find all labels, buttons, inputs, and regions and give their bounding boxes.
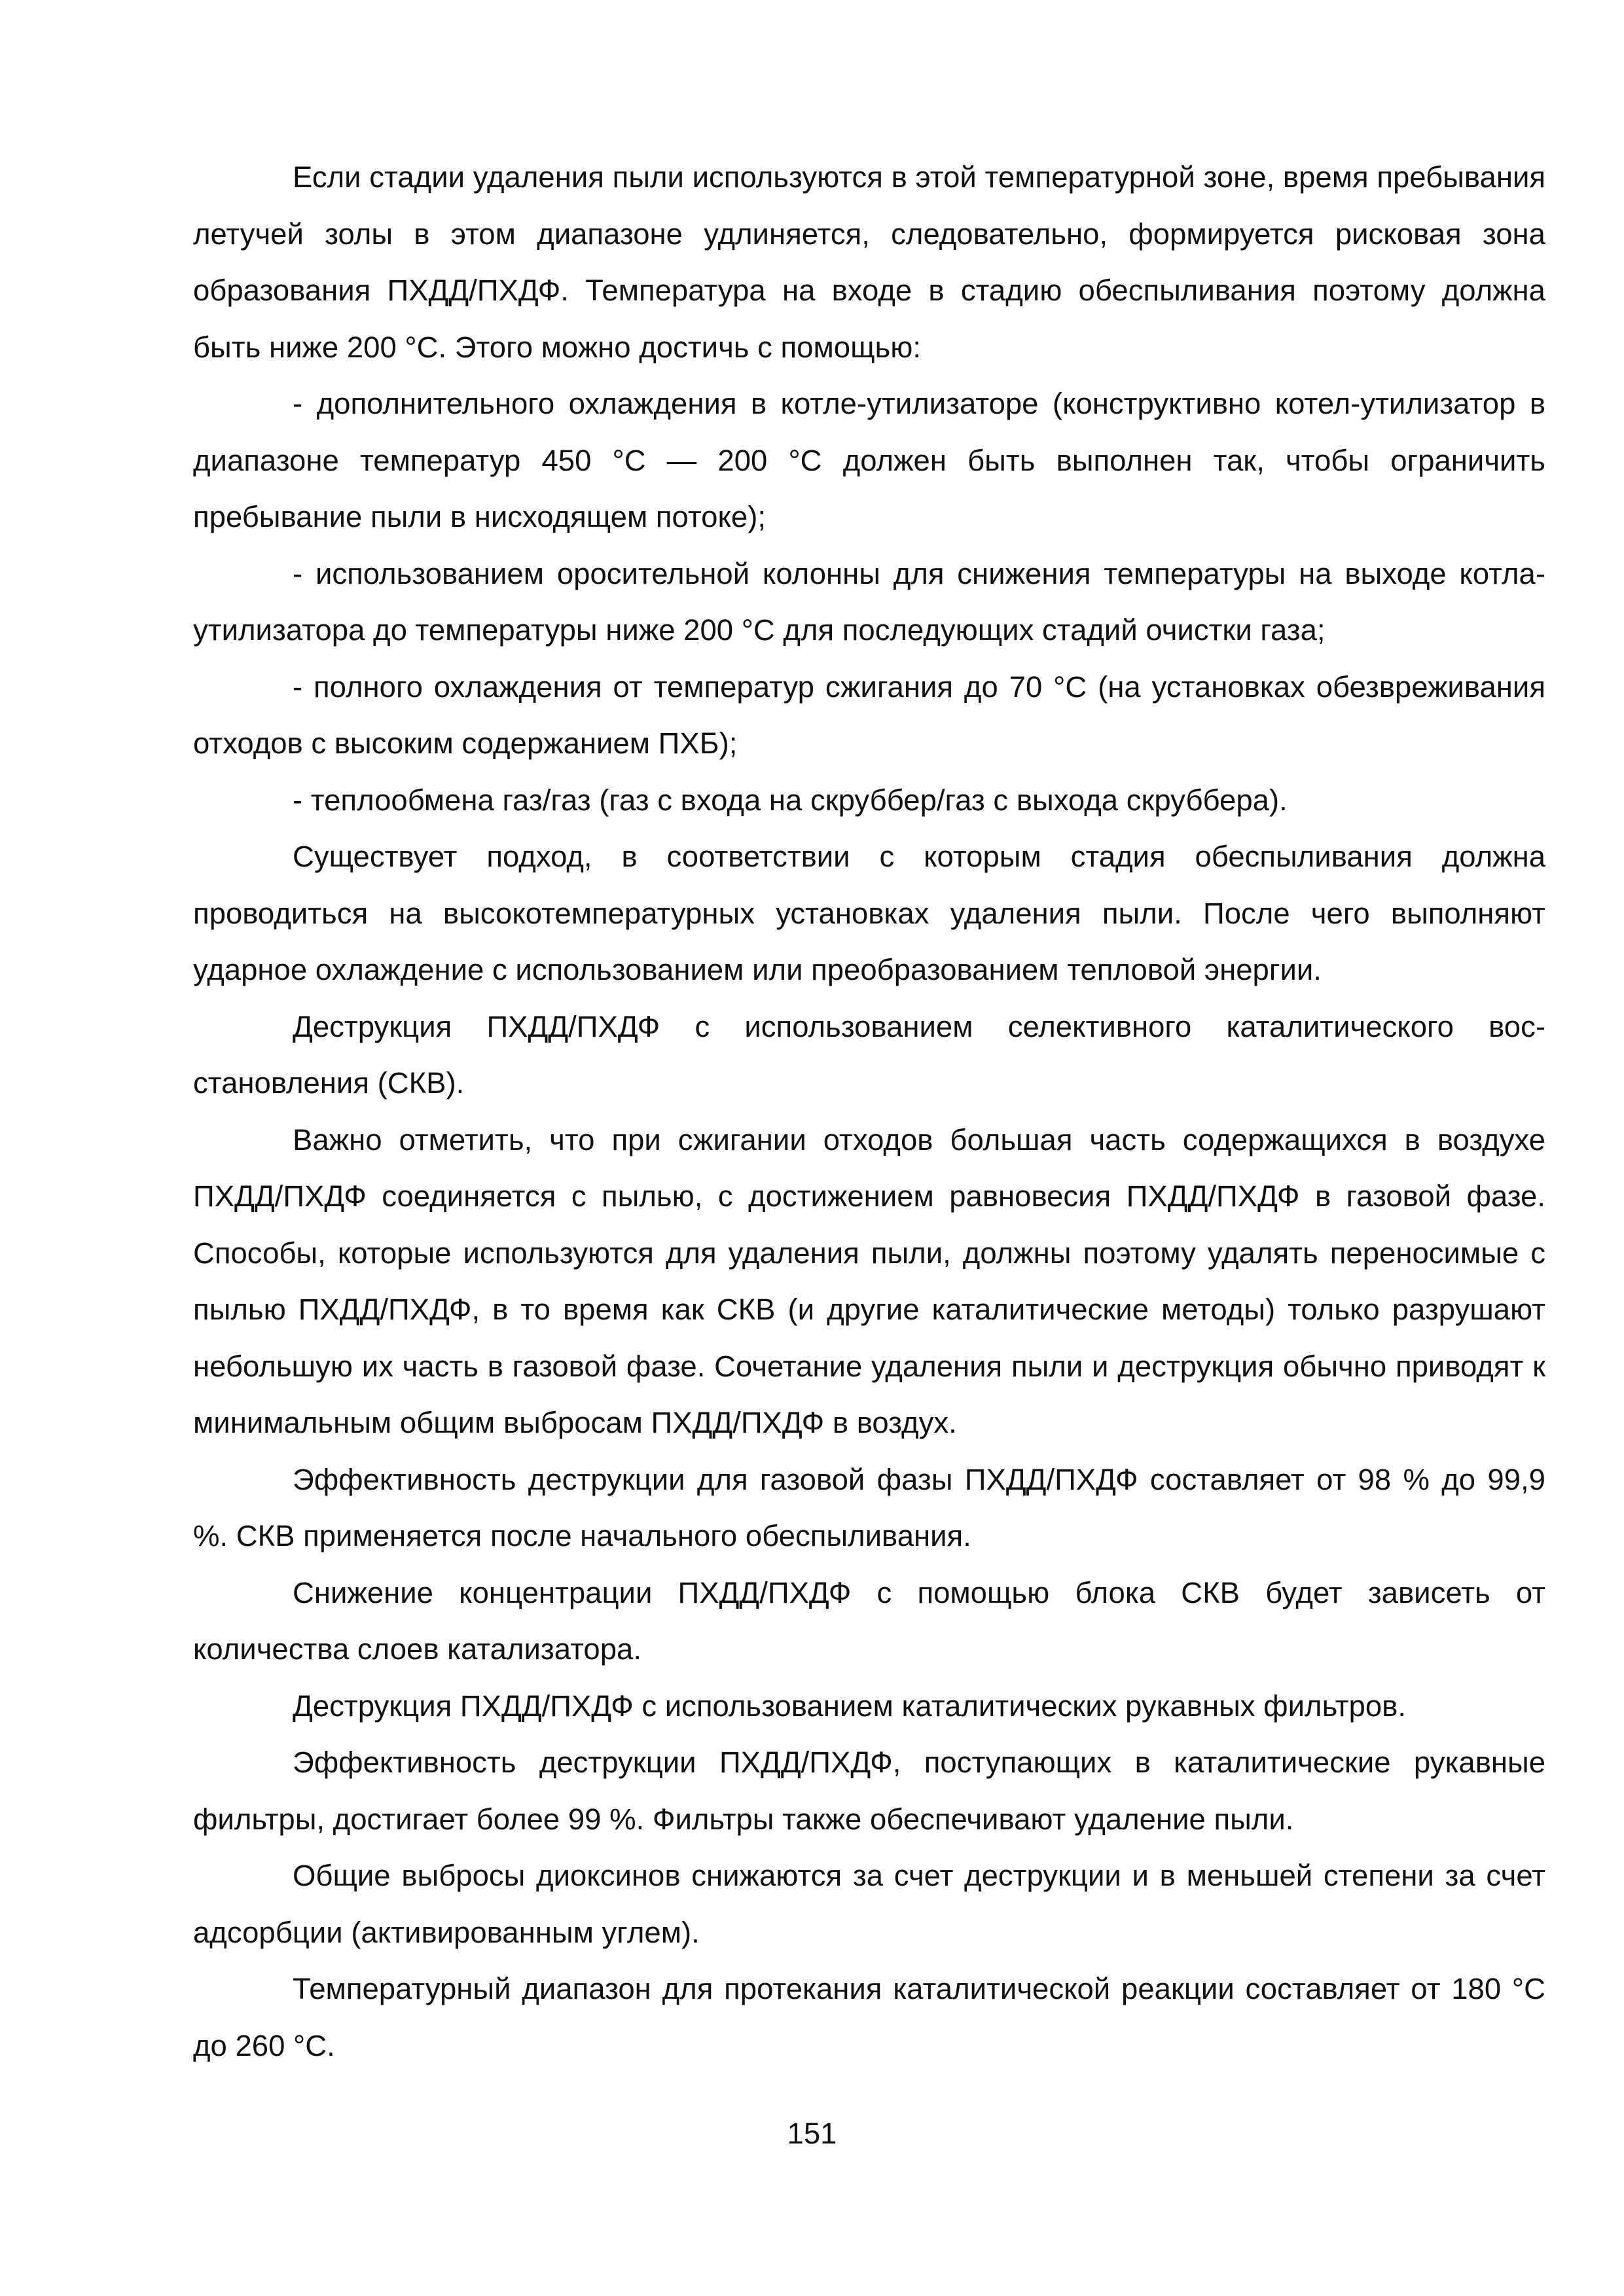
page-number: 151 [787,2117,837,2150]
page-body [193,149,1545,2074]
paragraph-catalytic-filters-efficiency: Эффективность деструкции ПХДД/ПХДФ, поступающих в каталитические рукавные фильтры, достигает более 99 %. Фильтры также обеспечивают удаление пыли. [193,1746,1545,1836]
list-item-spray-column: - использованием оросительной колонны для снижения температуры на выходе котла-утилизатора до температуры ниже 200 °С для последующих стадий очистки газа; [193,556,1545,647]
paragraph-scr-concentration: Снижение концентрации ПХДД/ПХДФ с помощью блока СКВ будет зависеть от количества слоев катализатора. [193,1575,1545,1666]
list-item-full-cooling: - полного охлаждения от температур сжигания до 70 °С (на установках обезвреживания отходов с высоким содержанием ПХБ); [193,670,1545,760]
list-item-additional-cooling: - дополнительного охлаждения в котле-утилизаторе (конструктивно котел-утилизатор в диапазоне температур 450 °С — 200 °С должен быть выполнен так, чтобы ограничить пребывание пыли в нисходящем потоке); [193,387,1545,533]
paragraph-catalytic-filters-heading: Деструкция ПХДД/ПХДФ с использованием каталитических рукавных фильтров. [293,1689,1406,1723]
paragraph-scr-destruction-heading: Деструкция ПХДД/ПХДФ с использованием селективного каталитического восстановления (СКВ). [193,1009,1545,1100]
paragraph-high-temperature-approach: Существует подход, в соответствии с которым стадия обеспыливания должна проводиться на высокотемпературных установках удаления пыли. После чего выполняют ударное охлаждение с использованием или преобразованием тепловой энергии. [193,840,1545,986]
list-item-gas-heat-exchange: - теплообмена газ/газ (газ с входа на скруббер/газ с выхода скруббера). [293,783,1288,817]
paragraph-dust-bound-pcdd: Важно отметить, что при сжигании отходов большая часть содержащихся в воздухе ПХДД/ПХДФ соединяется с пылью, с достижением равновесия ПХДД/ПХДФ в газовой фазе. Способы, которые используются для удаления пыли, должны поэтому удалять переносимые с пылью ПХДД/ПХДФ, в то время как СКВ (и другие каталитические методы) только разрушают небольшую их часть в газовой фазе. Сочетание удаления пыли и деструкция обычно приводят к минимальным общим выбросам ПХДД/ПХДФ в воздух. [193,1122,1545,1439]
paragraph-total-dioxin-emissions: Общие выбросы диоксинов снижаются за счет деструкции и в меньшей степени за счет адсорбции (активированным углем). [193,1859,1545,1949]
paragraph-temperature-range: Температурный диапазон для протекания каталитической реакции составляет от 180 °С до 260 °С. [193,1972,1545,2062]
paragraph-gas-phase-efficiency: Эффективность деструкции для газовой фазы ПХДД/ПХДФ составляет от 98 % до 99,9 %. СКВ применяется после начального обеспыливания. [193,1462,1545,1552]
paragraph-dust-removal-temperature-zone: Если стадии удаления пыли используются в этой температурной зоне, время пребывания летучей золы в этом диапазоне удлиняется, следовательно, формируется рисковая зона образования ПХДД/ПХДФ. Температура на входе в стадию обеспыливания поэтому должна быть ниже 200 °С. Этого можно достичь с помощью: [193,160,1545,364]
